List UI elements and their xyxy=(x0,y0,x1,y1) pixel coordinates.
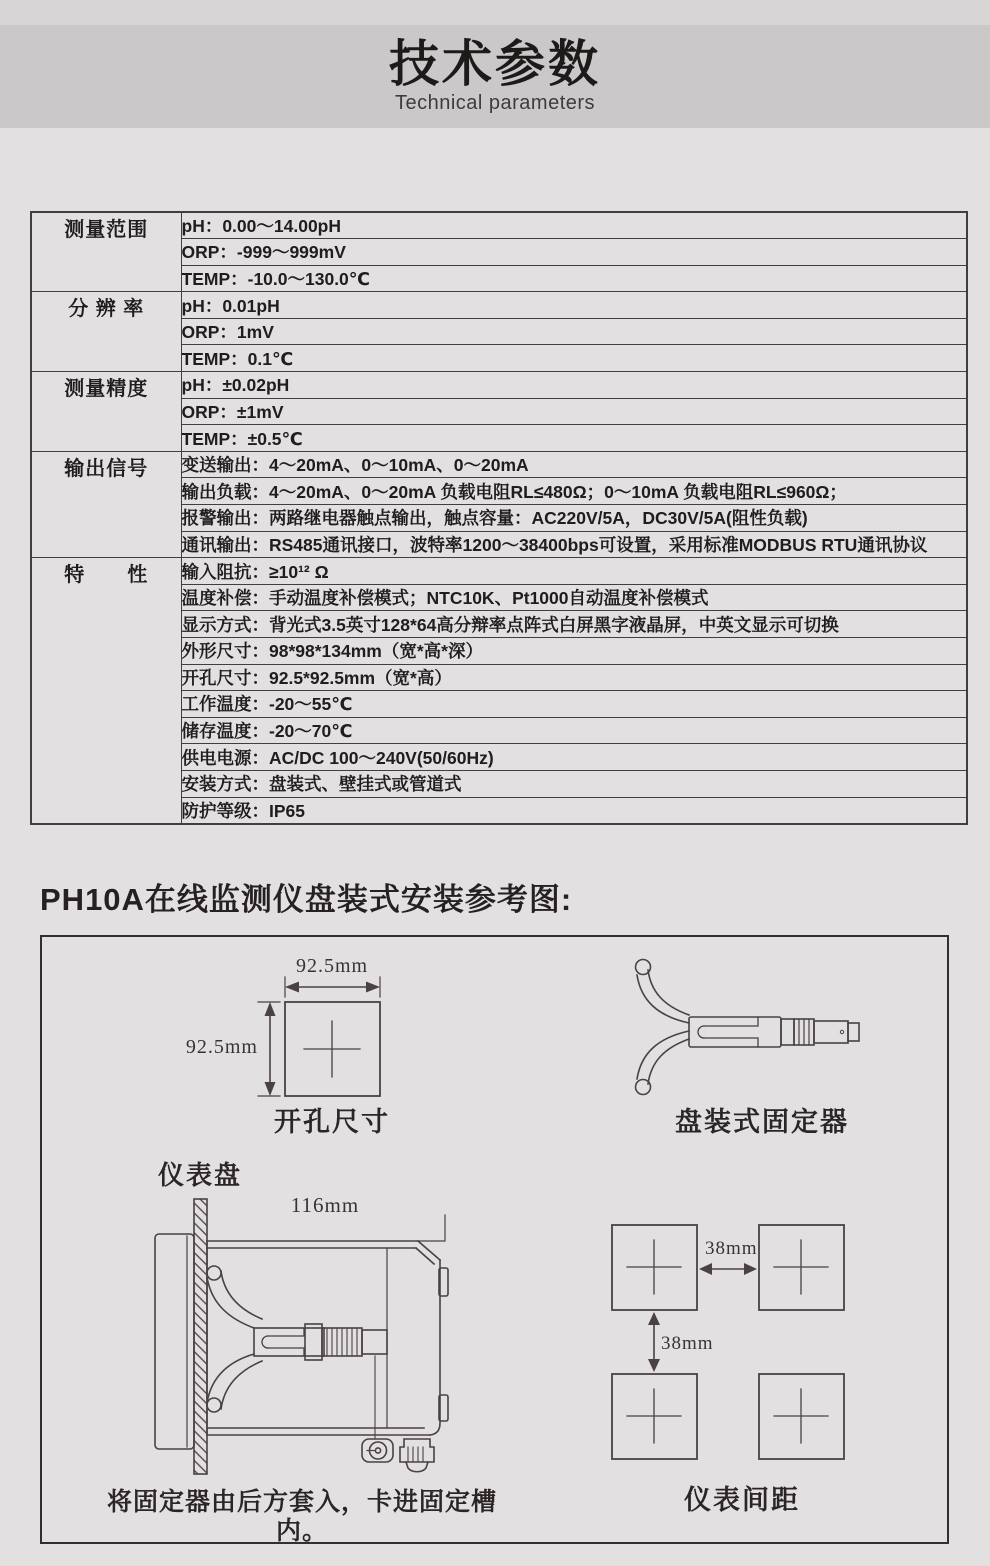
installation-diagram-box xyxy=(40,935,949,1544)
panel-depth-dimension-label: 116mm xyxy=(290,1193,360,1217)
spec-cell: 供电电源：AC/DC 100～240V(50/60Hz) xyxy=(181,744,967,771)
spec-cell: 变送输出：4～20mA、0～10mA、0～20mA xyxy=(181,451,967,478)
spec-cell: 输出负载：4～20mA、0～20mA 负载电阻RL≤480Ω；0～10mA 负载电阻RL≤960Ω； xyxy=(181,478,967,505)
spacing-horizontal-dimension-label: 38mm xyxy=(705,1238,758,1259)
spec-cell: 储存温度：-20～70℃ xyxy=(181,717,967,744)
spec-group-label-resolution: 分 辨 率 xyxy=(31,292,181,372)
spacing-caption: 仪表间距 xyxy=(684,1485,800,1515)
spec-cell: TEMP：±0.5℃ xyxy=(181,425,967,452)
spec-table xyxy=(30,211,968,825)
title-band xyxy=(0,25,990,128)
panel-caption: 将固定器由后方套入，卡进固定槽内。 xyxy=(106,1488,497,1545)
spec-cell: TEMP：-10.0～130.0℃ xyxy=(181,265,967,292)
spec-cell: TEMP：0.1℃ xyxy=(181,345,967,372)
installation-section-heading: PH10A在线监测仪盘装式安装参考图: xyxy=(40,882,573,917)
page-subtitle: Technical parameters xyxy=(394,92,596,114)
spacing-vertical-dimension-label: 38mm xyxy=(661,1333,714,1354)
spec-group-label-output: 输出信号 xyxy=(31,451,181,557)
spec-cell: pH：0.01pH xyxy=(181,292,967,319)
page-top-strip xyxy=(0,0,990,25)
spec-group-label-features: 特 性 xyxy=(31,558,181,824)
spec-cell: ORP：-999～999mV xyxy=(181,239,967,266)
spec-group-label-range: 测量范围 xyxy=(31,212,181,292)
spec-cell: 温度补偿：手动温度补偿模式；NTC10K、Pt1000自动温度补偿模式 xyxy=(181,584,967,611)
fixer-caption: 盘装式固定器 xyxy=(675,1107,849,1137)
hole-height-dimension-label: 92.5mm xyxy=(185,1036,258,1058)
spec-cell: pH：0.00～14.00pH xyxy=(181,212,967,239)
spec-cell: 通讯输出：RS485通讯接口，波特率1200～38400bps可设置，采用标准MODBUS RTU通讯协议 xyxy=(181,531,967,558)
hole-width-dimension-label: 92.5mm xyxy=(295,955,369,977)
hole-caption: 开孔尺寸 xyxy=(274,1107,390,1137)
spec-cell: pH：±0.02pH xyxy=(181,372,967,399)
spec-cell: 工作温度：-20～55℃ xyxy=(181,691,967,718)
spec-cell: 报警输出：两路继电器触点输出，触点容量：AC220V/5A，DC30V/5A(阻性负载) xyxy=(181,505,967,532)
spec-cell: 安装方式：盘装式、壁挂式或管道式 xyxy=(181,770,967,797)
spec-cell: 开孔尺寸：92.5*92.5mm（宽*高） xyxy=(181,664,967,691)
spec-cell: ORP：1mV xyxy=(181,318,967,345)
spec-group-label-accuracy: 测量精度 xyxy=(31,372,181,452)
spec-cell: 防护等级：IP65 xyxy=(181,797,967,824)
spec-cell: 输入阻抗：≥10¹² Ω xyxy=(181,558,967,585)
spec-cell: 外形尺寸：98*98*134mm（宽*高*深） xyxy=(181,638,967,665)
spec-cell: 显示方式：背光式3.5英寸128*64高分辩率点阵式白屏黑字液晶屏，中英文显示可切换 xyxy=(181,611,967,638)
panel-label: 仪表盘 xyxy=(158,1160,243,1190)
page-title: 技术参数 xyxy=(389,36,601,92)
spec-cell: ORP：±1mV xyxy=(181,398,967,425)
installation-diagram-art xyxy=(42,937,947,1542)
